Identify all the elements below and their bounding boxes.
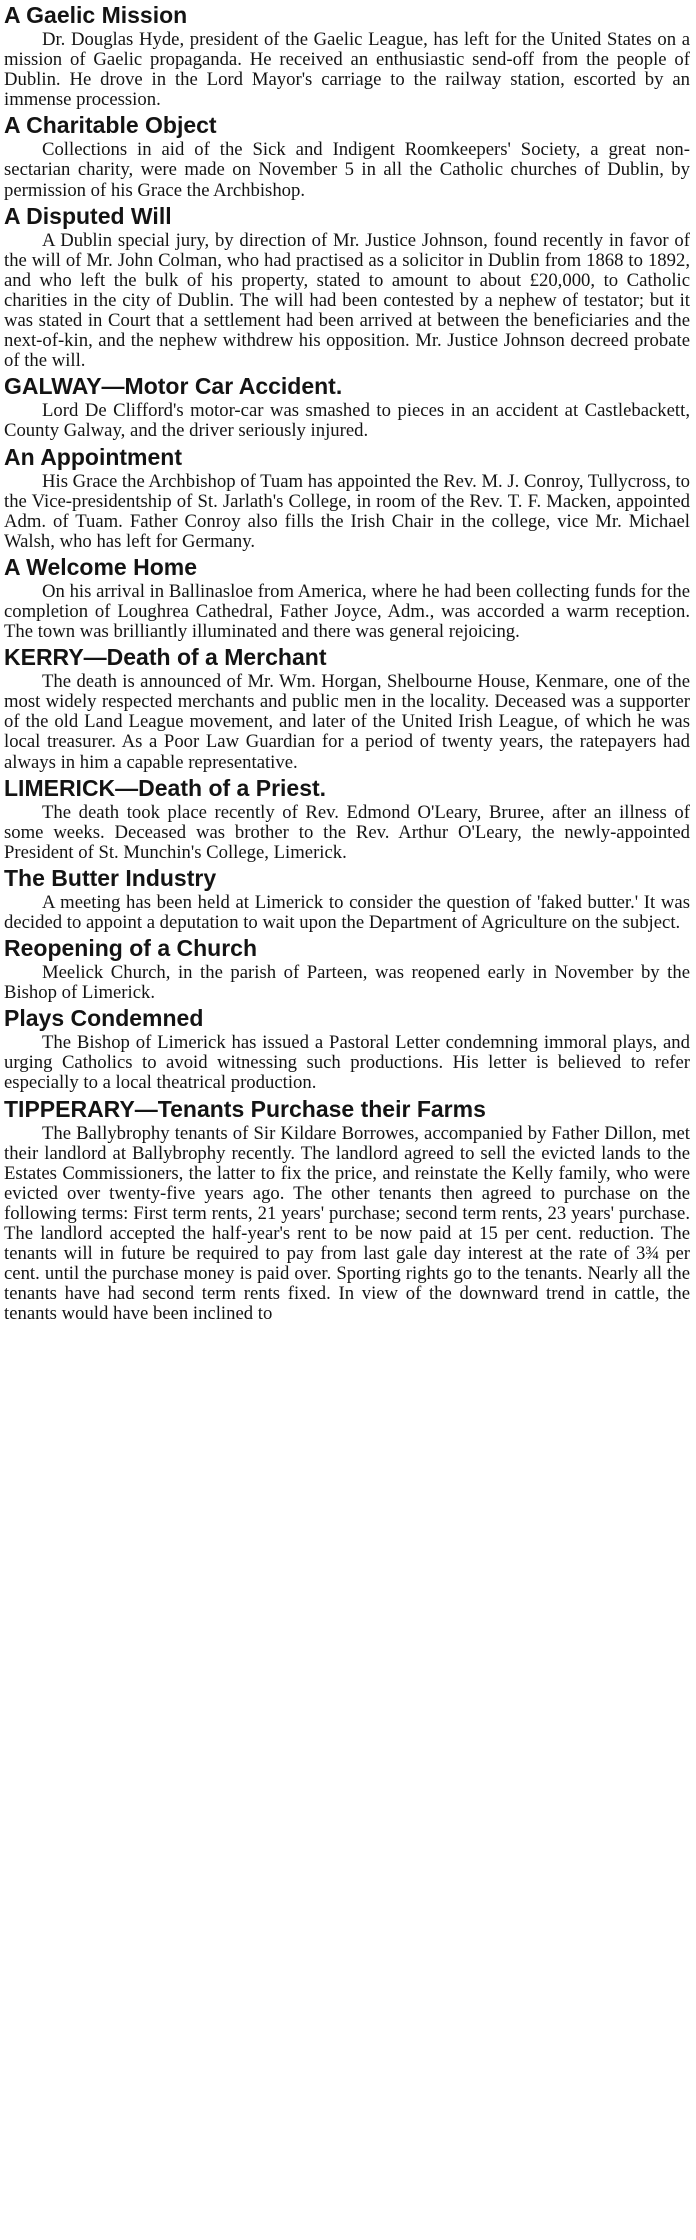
headline: A Disputed Will <box>4 202 172 229</box>
article-kerry-death-merchant <box>4 642 690 772</box>
article-body: A meeting has been held at Limerick to consider the question of 'faked butter.' It was decided to appoint a deputation to wait upon the Department of Agriculture on the subject. <box>4 891 690 933</box>
headline: A Welcome Home <box>4 553 197 580</box>
article-welcome-home <box>4 552 690 642</box>
article-charitable-object <box>4 110 690 200</box>
article-body: Collections in aid of the Sick and Indigent Roomkeepers' Society, a great non-sectarian charity, were made on November 5 in all the Catholic churches of Dublin, by permission of his Grace the Archbishop. <box>4 139 690 201</box>
article-tipperary-tenants <box>4 1094 690 1325</box>
headline: KERRY—Death of a Merchant <box>4 644 327 671</box>
article-body: The Bishop of Limerick has issued a Pastoral Letter condemning immoral plays, and urging Catholics to avoid witnessing such productions. His letter is believed to refer especially to a local theatrical production. <box>4 1032 690 1094</box>
headline: LIMERICK—Death of a Priest. <box>4 774 327 801</box>
article-appointment <box>4 442 690 552</box>
article-body: A Dublin special jury, by direction of Mr. Justice Johnson, found recently in favor of the will of Mr. John Colman, who had practised as a solicitor in Dublin from 1868 to 1892, and who left the bulk of his property, stated to amount to about £20,000, to Catholic charities in the city of Dublin. The will had been contested by a nephew of testator; but it was stated in Court that a settlement had been arrived at between the beneficiaries and the next-of-kin, and the nephew withdrew his opposition. Mr. Justice Johnson decreed probate of the will. <box>4 229 690 372</box>
article-body: His Grace the Archbishop of Tuam has appointed the Rev. M. J. Conroy, Tullycross, to the Vice-presidentship of St. Jarlath's College, in room of the Rev. T. F. Macken, appointed Adm. of Tuam. Father Conroy also fills the Irish Chair in the college, vice Mr. Michael Walsh, who has left for Germany. <box>4 470 690 552</box>
article-body: On his arrival in Ballinasloe from America, where he had been collecting funds for the completion of Loughrea Cathedral, Father Joyce, Adm., was accorded a warm reception. The town was brilliantly illuminated and there was general rejoicing. <box>4 580 690 643</box>
article-reopening-church <box>4 933 690 1003</box>
headline: GALWAY—Motor Car Accident. <box>4 373 343 400</box>
headline: Plays Condemned <box>4 1005 204 1032</box>
article-body: The death is announced of Mr. Wm. Horgan, Shelbourne House, Kenmare, one of the most widely respected merchants and public men in the locality. Deceased was a supporter of the old Land League movement, and later of the United Irish League, of which he was local treasurer. As a Poor Law Guardian for a period of twenty years, the ratepayers had always in him a capable representative. <box>4 671 690 773</box>
article-limerick-death-priest <box>4 773 690 863</box>
article-body: Lord De Clifford's motor-car was smashed to pieces in an accident at Castlebackett, County Galway, and the driver seriously injured. <box>4 400 690 442</box>
article-galway-motor-accident <box>4 371 690 441</box>
article-plays-condemned <box>4 1003 690 1093</box>
headline: A Gaelic Mission <box>4 2 188 28</box>
article-body: The Ballybrophy tenants of Sir Kildare Borrowes, accompanied by Father Dillon, met their landlord at Ballybrophy recently. The landlord agreed to sell the evicted lands to the Estates Commissioners, the latter to fix the price, and reinstate the Kelly family, who were evicted over twenty-five years ago. The other tenants then agreed to purchase on the following terms: First term rents, 21 years' purchase; second term rents, 23 years' purchase. The landlord accepted the half-year's rent to be now paid at 15 per cent. reduction. The tenants will in future be required to pay from last gale day interest at the rate of 3¾ per cent. until the purchase money is paid over. Sporting rights go to the tenants. Nearly all the tenants have had second term rents fixed. In view of the downward trend in cattle, the tenants would have been inclined to <box>4 1122 690 1325</box>
article-body: Meelick Church, in the parish of Parteen, was reopened early in November by the Bishop of Limerick. <box>4 962 690 1004</box>
headline: A Charitable Object <box>4 112 217 139</box>
headline: The Butter Industry <box>4 864 217 891</box>
headline: TIPPERARY—Tenants Purchase their Farms <box>4 1095 486 1122</box>
article-body: The death took place recently of Rev. Edmond O'Leary, Bruree, after an illness of some weeks. Deceased was brother to the Rev. Arthur O'Leary, the newly-appointed President of St. Munchin's College, Limerick. <box>4 801 690 863</box>
headline: Reopening of a Church <box>4 935 257 962</box>
article-body: Dr. Douglas Hyde, president of the Gaelic League, has left for the United States on a mission of Gaelic propaganda. He received an enthusiastic send-off from the people of Dublin. He drove in the Lord Mayor's carriage to the railway station, escorted by an immense procession. <box>4 29 690 111</box>
article-gaelic-mission <box>4 0 690 110</box>
article-disputed-will <box>4 201 690 372</box>
article-butter-industry <box>4 863 690 933</box>
headline: An Appointment <box>4 443 183 470</box>
